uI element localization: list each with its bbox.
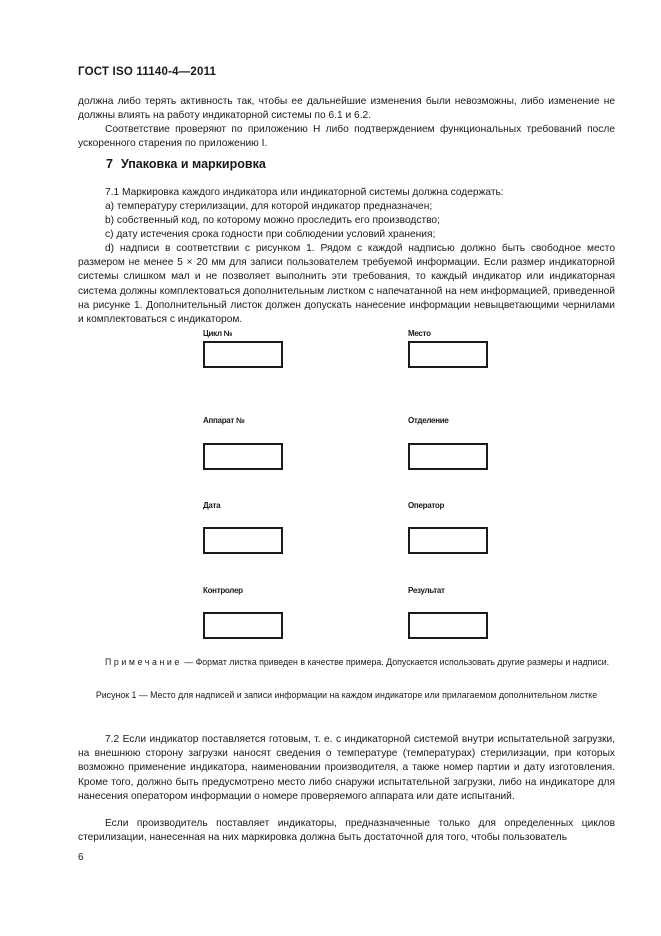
note-text: — Формат листка приведен в качестве примера. Допускается использовать другие размеры и надписи. [181,657,610,667]
clause-7-1-item-b: b) собственный код, по которому можно проследить его производство; [105,215,440,226]
clause-7-1-lead: 7.1 Маркировка каждого индикатора или индикаторной системы должна содержать: [105,187,504,198]
field-label-operator: Оператор [408,501,445,510]
figure-caption: Рисунок 1 — Место для надписей и записи информации на каждом индикаторе или прилагаемом дополнительном листке [95,690,598,700]
field-box-controller [203,612,283,639]
note-label: Примечание [105,657,182,667]
field-box-operator [408,527,488,554]
section-heading [106,157,266,171]
section-title: Упаковка и маркировка [120,157,266,171]
clause-7-1-item-d: d) надписи в соответствии с рисунком 1. Рядом с каждой надписью должно быть свободное место размером не менее 5 × 20 мм для записи пользователем требуемой информации. Если размер индикаторной системы слишком мал и не позволяет выполнить эти требования, то каждый индикатор или индикаторная система должны комплектоваться дополнительным листком с напечатанной на нем информацией, приведенной на рисунке 1. Дополнительный листок должен допускать нанесение информации невыцветающими чернилами и комплектоваться с индикатором. [78,243,615,326]
figure-note [78,656,615,669]
field-label-result: Результат [408,586,445,595]
field-label-cycle: Цикл № [203,329,233,338]
clause-7-2-paragraph-1: 7.2 Если индикатор поставляется готовым, т. е. с индикаторной системой внутри испытательной загрузки, на внешнюю сторону загрузки наносят сведения о температуре (температурах) стерилизации, при которых возможно применение индикатора, наименовании производителя, а также номер партии и дату изготовления. Кроме того, должно быть предусмотрено место либо снаружи испытательной загрузки, либо на индикаторе для нанесения оператором информации о номере проверяемого аппарата или дате испытаний. [78,734,615,802]
field-box-department [408,443,488,470]
document-header: ГОСТ ISO 11140-4—2011 [78,66,217,78]
section-number: 7 [106,157,113,171]
field-label-department: Отделение [408,416,449,425]
field-label-controller: Контролер [203,586,243,595]
field-box-location [408,341,488,368]
field-label-location: Место [408,329,431,338]
field-box-cycle [203,341,283,368]
intro-paragraph-2: Соответствие проверяют по приложению Н либо подтверждением функциональных требований после ускоренного старения по приложению I. [78,124,615,150]
clause-7-2-paragraph-2: Если производитель поставляет индикаторы, предназначенные только для определенных циклов стерилизации, нанесенная на них маркировка должна быть достаточной для того, чтобы пользователь [78,818,615,844]
field-box-date [203,527,283,554]
page-number: 6 [78,852,84,863]
field-label-date: Дата [203,501,221,510]
clause-7-1-item-a: a) температуру стерилизации, для которой индикатор предназначен; [105,201,433,212]
clause-7-1-item-c: c) дату истечения срока годности при соблюдении условий хранения; [105,229,436,240]
field-label-apparatus: Аппарат № [203,416,245,425]
intro-paragraph-1: должна либо терять активность так, чтобы ее дальнейшие изменения были невозможны, либо изменение не должны влиять на работу индикаторной системы по 6.1 и 6.2. [78,96,615,122]
field-box-result [408,612,488,639]
field-box-apparatus [203,443,283,470]
